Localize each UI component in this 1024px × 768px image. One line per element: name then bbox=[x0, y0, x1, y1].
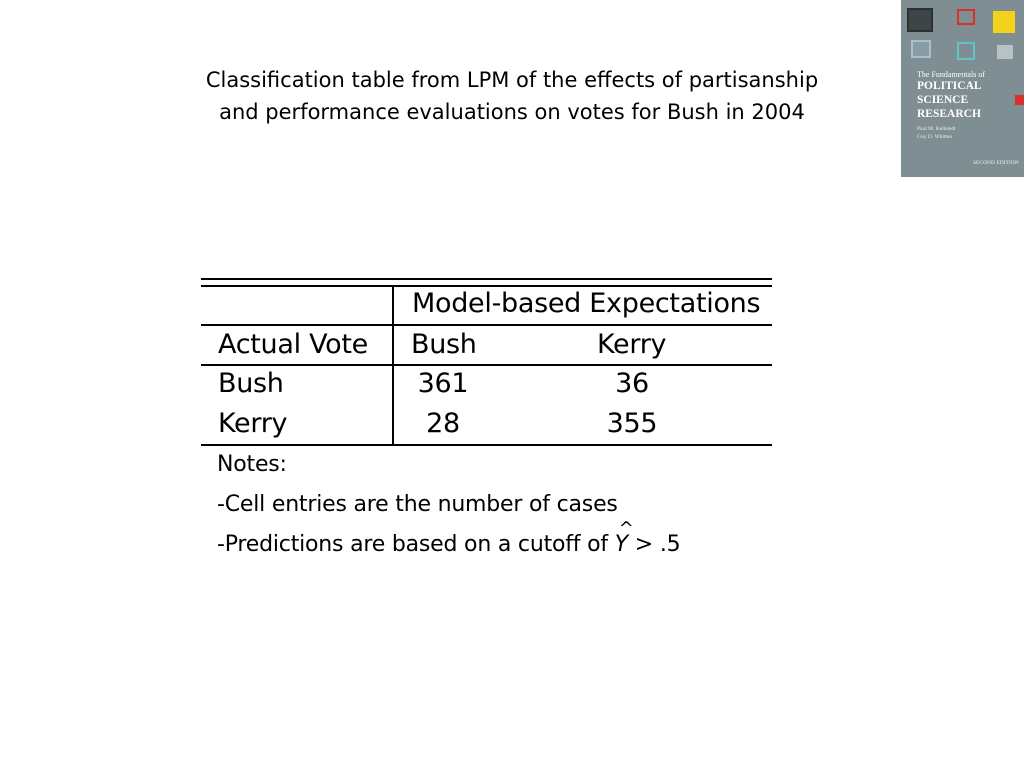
cover-square-red bbox=[957, 9, 975, 25]
cover-text-the-fundamentals: The Fundamentals of bbox=[917, 70, 985, 79]
cover-square-dark bbox=[907, 8, 933, 32]
table-bottom-rule bbox=[201, 444, 772, 446]
row-header: Actual Vote bbox=[218, 329, 368, 360]
cover-square-red-small bbox=[1015, 95, 1024, 105]
table-top-rule-1 bbox=[201, 278, 772, 280]
cover-square-grey bbox=[997, 45, 1013, 59]
table-header-rule bbox=[201, 364, 772, 366]
table-group-rule bbox=[201, 324, 772, 326]
cell-bush-kerry: 36 bbox=[615, 368, 649, 399]
note-cell-entries: -Cell entries are the number of cases bbox=[217, 492, 618, 517]
col-header-kerry: Kerry bbox=[597, 329, 667, 360]
cover-text-author-1: Paul M. Kellstedt bbox=[917, 126, 956, 132]
y-hat-symbol bbox=[614, 518, 634, 560]
note-predictions-suffix: > .5 bbox=[628, 532, 681, 557]
book-cover-image bbox=[901, 0, 1024, 177]
cover-text-research: RESEARCH bbox=[917, 108, 981, 120]
note-predictions bbox=[217, 518, 681, 560]
cover-text-political: POLITICAL bbox=[917, 80, 982, 92]
notes-title: Notes: bbox=[217, 452, 287, 477]
cell-kerry-kerry: 355 bbox=[606, 408, 658, 439]
cover-text-author-2: Guy D. Whitten bbox=[917, 134, 953, 140]
note-predictions-prefix: -Predictions are based on a cutoff of bbox=[217, 532, 615, 557]
table-vertical-rule bbox=[392, 285, 394, 446]
table-top-rule-2 bbox=[201, 285, 772, 287]
hat-accent: ^ bbox=[618, 518, 634, 539]
cover-text-edition: SECOND EDITION bbox=[973, 160, 1019, 166]
row-label-kerry: Kerry bbox=[218, 408, 288, 439]
title-line-1: Classification table from LPM of the effects of partisanship bbox=[205, 68, 819, 92]
cover-square-teal bbox=[957, 42, 975, 60]
cell-bush-bush: 361 bbox=[417, 368, 469, 399]
slide-title bbox=[130, 64, 894, 128]
y-variable: Y bbox=[614, 532, 628, 557]
cell-kerry-bush: 28 bbox=[426, 408, 460, 439]
cover-text-science: SCIENCE bbox=[917, 94, 969, 106]
cover-square-blue bbox=[911, 40, 931, 58]
col-header-bush: Bush bbox=[411, 329, 477, 360]
cover-square-yellow bbox=[993, 11, 1015, 33]
group-header: Model-based Expectations bbox=[412, 288, 761, 319]
title-line-2: and performance evaluations on votes for Bush in 2004 bbox=[219, 100, 805, 124]
row-label-bush: Bush bbox=[218, 368, 284, 399]
